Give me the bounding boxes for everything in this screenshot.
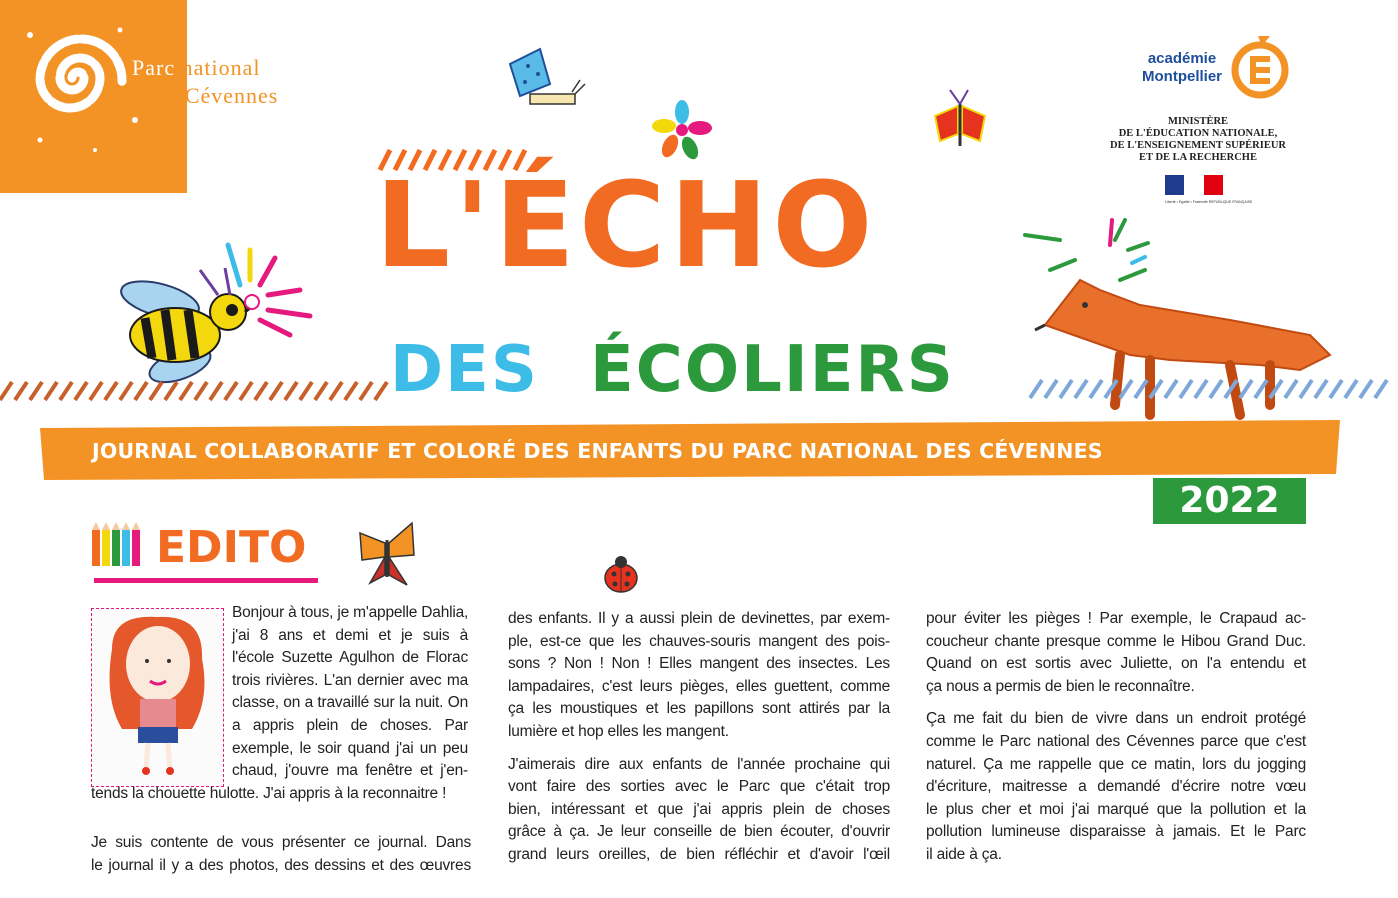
french-flag-icon [1165,175,1223,195]
edito-underline [94,578,318,583]
text-line: vont faire des sorties avec le Parc que c'était trop [508,778,890,796]
butterfly-blue-drawing-icon [500,44,590,124]
ladybug-drawing-icon [600,552,642,596]
text-line: bien, intéressant et que j'ai appris plein de choses [508,800,890,818]
butterfly-red-drawing-icon [930,86,990,156]
park-name-cevennes: Cévennes [184,83,279,108]
text-line: coucheur chante presque comme le Hibou Grand Duc. [926,632,1306,650]
butterfly-orange-drawing-icon [352,515,422,590]
text-line: comme le Parc national des Cévennes parce que c'est [926,732,1306,750]
column-1-paragraph-2 [91,832,471,877]
title-echo: L'ÉCHO [375,156,877,294]
paragraph [508,754,890,867]
text-line: il aide à ça. [926,845,1002,863]
text-line: ple, est-ce que les chauves-souris mangent des pois- [508,632,890,650]
paragraph [508,608,890,744]
text-line: Bonjour à tous, je m'appelle Dahlia, [232,604,469,621]
text-line: classe, on a travaillé sur la nuit. On [232,694,468,712]
child-portrait-image [91,608,224,787]
park-name [132,54,278,110]
title-ecoliers: ÉCOLIERS [590,333,955,407]
text-line: pour éviter les pièges ! Par exemple, le Crapaud ac- [926,610,1306,627]
colored-pencils-icon [90,520,150,568]
flower-drawing-icon [652,100,712,160]
marianne-caption: Liberté • Égalité • Fraternité RÉPUBLIQUE FRANÇAISE [1165,200,1253,204]
text-line: grand leurs oreilles, de bien réfléchir et d'avoir l'œil [508,845,890,863]
academie-name-1: académie [1147,50,1217,67]
text-line: chaud, j'ouvre ma fenêtre et j'en- [232,762,468,780]
marianne-logo [1165,175,1253,205]
text-line: pollution lumineuse disparaisse à jamais. Et le Parc [926,823,1306,841]
park-name-des: des [146,83,185,108]
text-line: Quand on est sortis avec Juliette, on l'a entendu et [926,655,1306,673]
academie-name-2: Montpellier [1142,68,1223,85]
column-2 [508,608,890,867]
text-line: exemple, le soir quand j'ai un peu [232,739,468,757]
text-line: j'ai 8 ans et demi et je suis à [232,626,468,644]
subtitle-text: JOURNAL COLLABORATIF ET COLORÉ DES ENFANTS DU PARC NATIONAL DES CÉVENNES [92,439,1103,463]
text-line: ça les moustiques et les papillons sont attirés par la [508,700,890,718]
text-line: lampadaires, c'est leurs pièges, elles guettent, comme [508,677,890,695]
park-name-national: national [175,55,261,80]
bee-drawing-icon [100,240,400,400]
column-1-last-line [91,783,471,806]
text-line: Je suis contente de vous présenter ce journal. Dans [91,834,471,851]
text-line: lumière et hop elles les mangent. [508,722,729,740]
fox-drawing-icon [1030,265,1360,425]
ministere-line: DE L'ÉDUCATION NATIONALE, [1118,128,1278,139]
park-name-parc: Parc [132,55,176,80]
text-line: grâce à ça. Je leur conseille de bien écouter, d'ouvrir [508,823,890,841]
stripe-left-icon [0,380,390,402]
ministere-line: DE L'ENSEIGNEMENT SUPÉRIEUR [1109,140,1286,151]
girl-drawing-icon [92,609,223,786]
academie-name [1142,50,1222,86]
text-line: ça nous a permis de bien le reconnaître. [926,677,1195,695]
text-line: trois rivières. L'an dernier avec ma [232,671,468,689]
text-line: d'écriture, maitresse a demandé d'écrire notre vœu [926,778,1306,796]
year-text: 2022 [1179,480,1280,521]
text-line: sons ? Non ! Non ! Elles mangent des insectes. Les [508,655,890,673]
paragraph [926,708,1306,866]
column-1-intro [232,602,468,783]
text-line: naturel. Ça me rappelle que ce matin, lors du jogging [926,755,1306,773]
title-des: DES [390,333,539,407]
stripe-right-icon [1030,378,1398,400]
text-line: Ça me fait du bien de vivre dans un endroit protégé [926,710,1306,728]
text-line: des enfants. Il y a aussi plein de devinettes, par exem- [508,610,890,627]
edito-heading: EDITO [156,522,307,573]
ministere-line: ET DE LA RECHERCHE [1139,152,1257,163]
text-line: tends la chouette hulotte. J'ai appris à la reconnaitre ! [91,785,447,802]
column-3 [926,608,1306,867]
ministere-line: MINISTÈRE [1167,116,1229,127]
text-line: a appris plein de choses. Par [232,716,468,734]
text-line: le journal il y a des photos, des dessins et des œuvres [91,856,471,874]
academie-e-logo-icon [1230,34,1290,98]
ministere-text [1096,116,1300,164]
text-line: J'aimerais dire aux enfants de l'année prochaine qui [508,755,890,773]
text-line: le plus cher et moi j'ai marqué que la pollution et la [926,800,1306,818]
text-line: l'école Suzette Agulhon de Florac [232,649,468,667]
paragraph [926,608,1306,698]
